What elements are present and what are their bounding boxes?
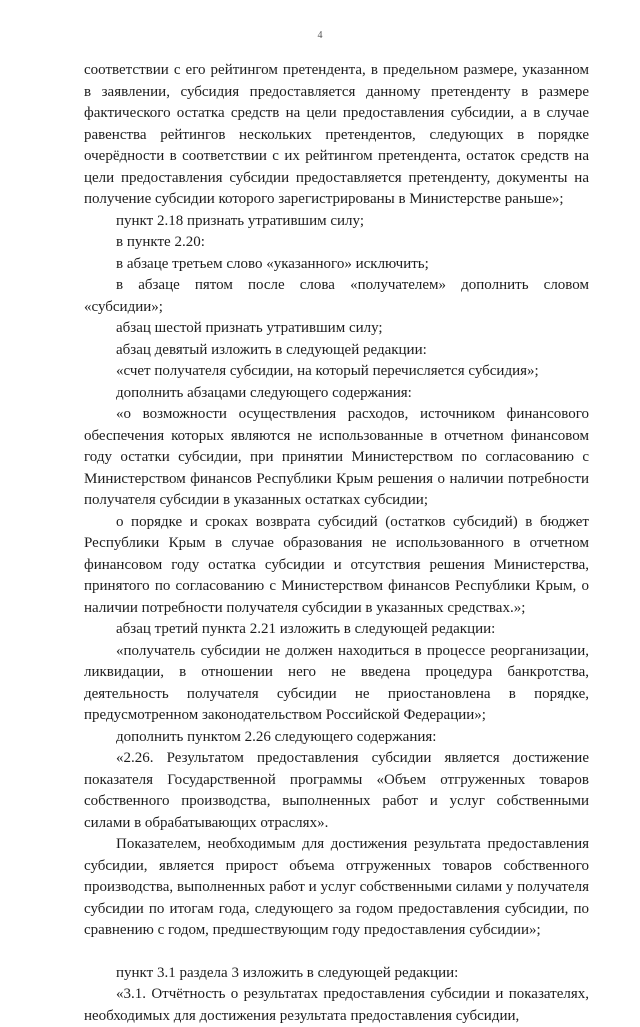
paragraph-15: «2.26. Результатом предоставления субсидии является достижение показателя Государственной программы «Объем отгруженных товаров собственного производства, выполненных работ и услуг собственными силами в обрабатывающих отраслях». <box>84 750 589 831</box>
paragraph-14: дополнить пунктом 2.26 следующего содержания: <box>116 728 437 745</box>
paragraph-2: пункт 2.18 признать утратившим силу; <box>116 212 365 229</box>
paragraph-10: «о возможности осуществления расходов, источником финансового обеспечения которых являются не использованные в отчетном финансовом году остатки субсидии, при принятии Министерством по согласованию с Министерством финансов Республики Крым решения о наличии потребности получателя субсидии в указанных остатках субсидии; <box>84 406 589 508</box>
paragraph-11: о порядке и сроках возврата субсидий (остатков субсидий) в бюджет Республики Крым в случае образования не использованного в отчетном финансовом году остатка субсидии и отсутствия решения Министерства, принятого по согласованию с Министерством финансов Республики Крым, о наличии потребности получателя субсидии в указанных средствах.»; <box>84 513 589 616</box>
page-number: 4 <box>317 30 323 41</box>
document-body <box>84 60 589 1027</box>
paragraph-8: «счет получателя субсидии, на который перечисляется субсидия»; <box>116 363 539 379</box>
paragraph-16: Показателем, необходимым для достижения результата предоставления субсидии, является прирост объема отгруженных товаров собственного производства, выполненных работ и услуг собственными силами у получателя субсидии по итогам года, следующего за годом предоставления субсидии, по сравнению с годом, предшествующим году предоставления субсидии»; <box>84 836 589 938</box>
paragraph-18: «3.1. Отчётность о результатах предоставления субсидии и показателях, необходимых для достижения результата предоставления субсидии, <box>84 986 589 1024</box>
paragraph-9: дополнить абзацами следующего содержания: <box>116 384 412 401</box>
paragraph-12: абзац третий пункта 2.21 изложить в следующей редакции: <box>116 621 496 637</box>
paragraph-5: в абзаце пятом после слова «получателем» дополнить словом «субсидии»; <box>84 277 589 315</box>
paragraph-13: «получатель субсидии не должен находиться в процессе реорганизации, ликвидации, в отношении него не введена процедура банкротства, деятельность получателя субсидии не приостановлена в порядке, предусмотренном законодательством Российской Федерации»; <box>84 642 589 723</box>
paragraph-3: в пункте 2.20: <box>116 234 205 250</box>
paragraph-17: пункт 3.1 раздела 3 изложить в следующей редакции: <box>116 964 459 981</box>
paragraph-7: абзац девятый изложить в следующей редакции: <box>116 341 427 358</box>
paragraph-4: в абзаце третьем слово «указанного» исключить; <box>116 255 429 272</box>
paragraph-1: соответствии с его рейтингом претендента, в предельном размере, указанном в заявлении, субсидия предоставляется данному претенденту в размере фактического остатка средств на цели предоставления субсидии, а в случае равенства рейтингов нескольких претендентов, следующих в порядке очерёдности в соответствии с их рейтингом претендента, остаток средств на цели предоставления субсидии предоставляется претенденту, документы на получение субсидии которого зарегистрированы в Министерстве раньше»; <box>84 62 589 207</box>
paragraph-6: абзац шестой признать утратившим силу; <box>116 320 383 336</box>
